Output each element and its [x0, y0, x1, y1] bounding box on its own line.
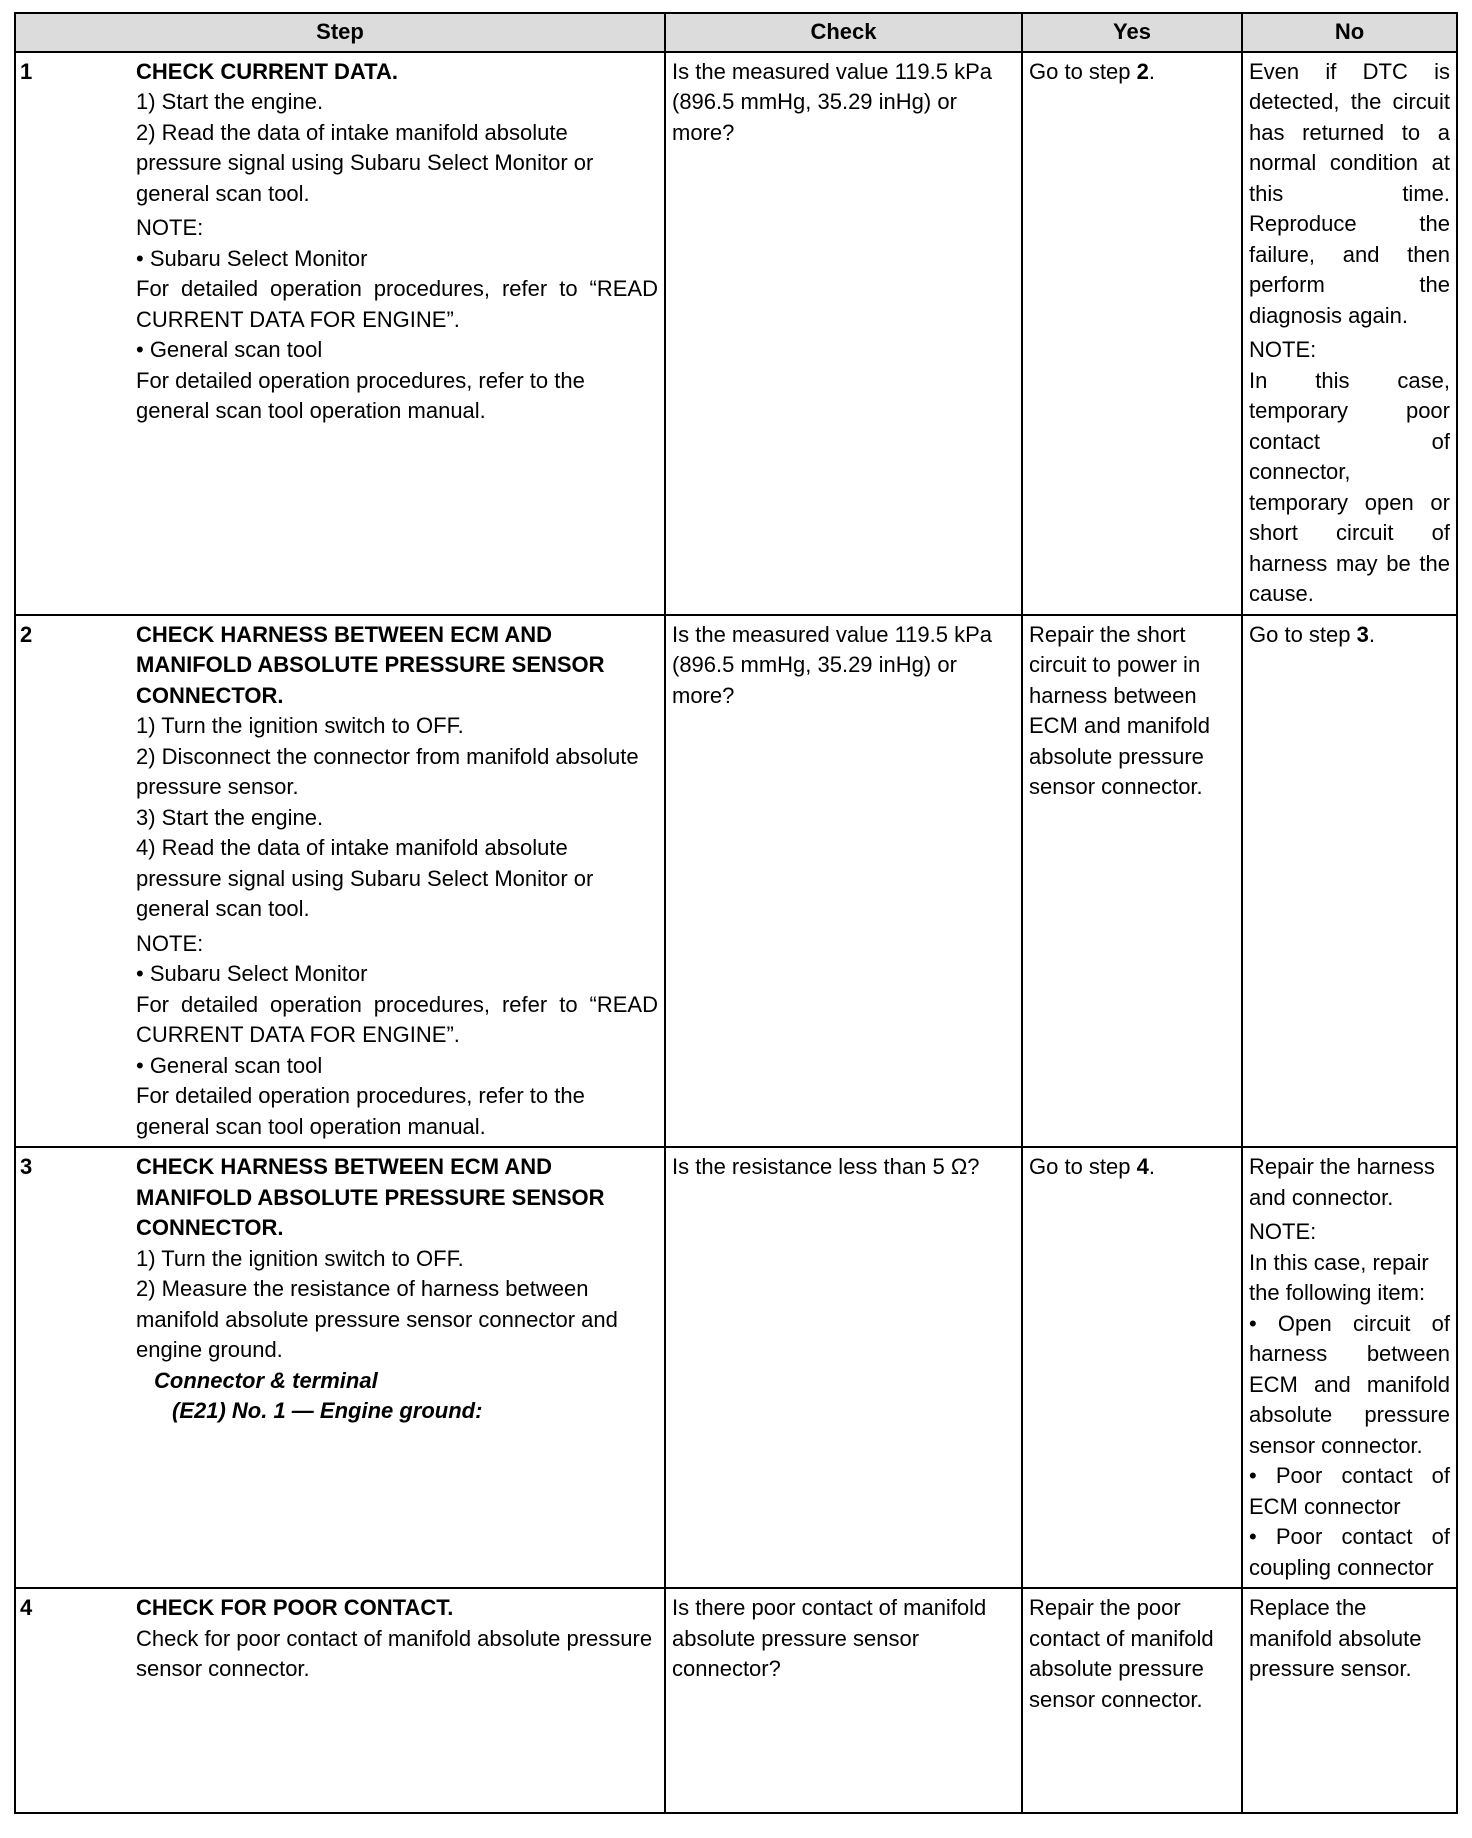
- table-row-step-3: [15, 1147, 1457, 1588]
- no-line: In this case, temporary poor contact of connector, temporary open or short circuit of harness may be the cause.: [1249, 367, 1450, 606]
- check-cell: Is there poor contact of manifold absolute pressure sensor connector?: [665, 1588, 1022, 1813]
- step-number: 4: [15, 1588, 126, 1813]
- table-row-step-4: [15, 1588, 1457, 1813]
- step-number: 1: [15, 52, 126, 615]
- table-row-step-1: [15, 52, 1457, 615]
- step-line: For detailed operation procedures, refer to the general scan tool operation manual.: [136, 367, 585, 423]
- step-number: 2: [15, 615, 126, 1148]
- note-label: NOTE:: [1249, 337, 1317, 362]
- no-line: Repair the harness and connector.: [1249, 1154, 1435, 1210]
- no-line: In this case, repair the following item:: [1249, 1249, 1429, 1305]
- spec-label: Connector & terminal: [154, 1367, 378, 1393]
- yes-cell: Repair the poor contact of manifold absolute pressure sensor connector.: [1022, 1588, 1242, 1813]
- yes-step-ref: 4: [1136, 1154, 1149, 1179]
- yes-prefix: Go to step: [1029, 58, 1137, 84]
- step-title: CHECK FOR POOR CONTACT.: [136, 1595, 454, 1620]
- no-line: • Poor contact of coupling connector: [1249, 1524, 1450, 1580]
- no-step-ref: 3: [1356, 621, 1369, 647]
- header-step: Step: [15, 13, 665, 52]
- step-title: CHECK CURRENT DATA.: [136, 58, 398, 84]
- no-line: Even if DTC is detected, the circuit has returned to a normal condition at this time. Reproduce the failure, and then perform the diagnosis again.: [1249, 58, 1450, 328]
- yes-step-ref: 2: [1136, 58, 1149, 84]
- no-cell: [1242, 52, 1457, 615]
- step-line: Check for poor contact of manifold absolute pressure sensor connector.: [136, 1625, 653, 1681]
- header-row: [15, 13, 1457, 52]
- step-line: • General scan tool: [136, 337, 323, 362]
- note-label: NOTE:: [1249, 1219, 1317, 1244]
- check-cell: Is the measured value 119.5 kPa (896.5 mmHg, 35.29 inHg) or more?: [665, 52, 1022, 615]
- header-no: No: [1242, 13, 1457, 52]
- step-title: CHECK HARNESS BETWEEN ECM AND MANIFOLD ABSOLUTE PRESSURE SENSOR CONNECTOR.: [136, 621, 605, 708]
- yes-suffix: .: [1148, 1154, 1155, 1179]
- yes-prefix: Go to step: [1029, 1154, 1137, 1179]
- spec-value: (E21) No. 1 — Engine ground:: [172, 1398, 483, 1423]
- yes-suffix: .: [1148, 58, 1155, 84]
- step-title: CHECK HARNESS BETWEEN ECM AND MANIFOLD ABSOLUTE PRESSURE SENSOR CONNECTOR.: [136, 1154, 605, 1240]
- no-cell: [1242, 615, 1457, 1148]
- step-line: 1) Turn the ignition switch to OFF.: [136, 1245, 464, 1271]
- step-line: 3) Start the engine.: [136, 804, 324, 830]
- check-cell: Is the measured value 119.5 kPa (896.5 mmHg, 35.29 inHg) or more?: [665, 615, 1022, 1148]
- step-cell: [126, 52, 665, 615]
- check-cell: Is the resistance less than 5 Ω?: [665, 1147, 1022, 1588]
- step-cell: [126, 615, 665, 1148]
- step-line: • General scan tool: [136, 1052, 323, 1078]
- step-number: 3: [15, 1147, 126, 1588]
- note-label: NOTE:: [136, 215, 204, 240]
- no-prefix: Go to step: [1249, 621, 1357, 647]
- note-label: NOTE:: [136, 930, 204, 956]
- step-line: 2) Disconnect the connector from manifold absolute pressure sensor.: [136, 743, 639, 799]
- step-cell: [126, 1588, 665, 1813]
- step-line: • Subaru Select Monitor: [136, 961, 368, 986]
- step-line: For detailed operation procedures, refer to the general scan tool operation manual.: [136, 1083, 585, 1139]
- yes-cell: [1022, 52, 1242, 615]
- yes-cell: Repair the short circuit to power in harness between ECM and manifold absolute pressure sensor connector.: [1022, 615, 1242, 1148]
- step-line: 1) Turn the ignition switch to OFF.: [136, 713, 464, 738]
- diagnostic-table-sheet: [14, 12, 1458, 1814]
- no-line: • Open circuit of harness between ECM and manifold absolute pressure sensor connector.: [1249, 1310, 1450, 1458]
- step-line: 1) Start the engine.: [136, 89, 324, 114]
- table-row-step-2: [15, 615, 1457, 1148]
- step-line: 2) Read the data of intake manifold absolute pressure signal using Subaru Select Monitor or general scan tool.: [136, 119, 594, 206]
- yes-cell: [1022, 1147, 1242, 1588]
- step-line: 4) Read the data of intake manifold absolute pressure signal using Subaru Select Monitor or general scan tool.: [136, 835, 594, 921]
- header-check: Check: [665, 13, 1022, 52]
- header-yes: Yes: [1022, 13, 1242, 52]
- step-cell: [126, 1147, 665, 1588]
- no-cell: [1242, 1147, 1457, 1588]
- no-line: • Poor contact of ECM connector: [1249, 1463, 1450, 1519]
- step-line: • Subaru Select Monitor: [136, 245, 368, 271]
- diagnostic-table: [14, 12, 1458, 1814]
- step-line: For detailed operation procedures, refer to “READ CURRENT DATA FOR ENGINE”.: [136, 991, 658, 1047]
- no-suffix: .: [1368, 621, 1375, 647]
- step-line: For detailed operation procedures, refer to “READ CURRENT DATA FOR ENGINE”.: [136, 276, 658, 332]
- no-cell: Replace the manifold absolute pressure sensor.: [1242, 1588, 1457, 1813]
- step-line: 2) Measure the resistance of harness between manifold absolute pressure sensor connector and engine ground.: [136, 1276, 618, 1362]
